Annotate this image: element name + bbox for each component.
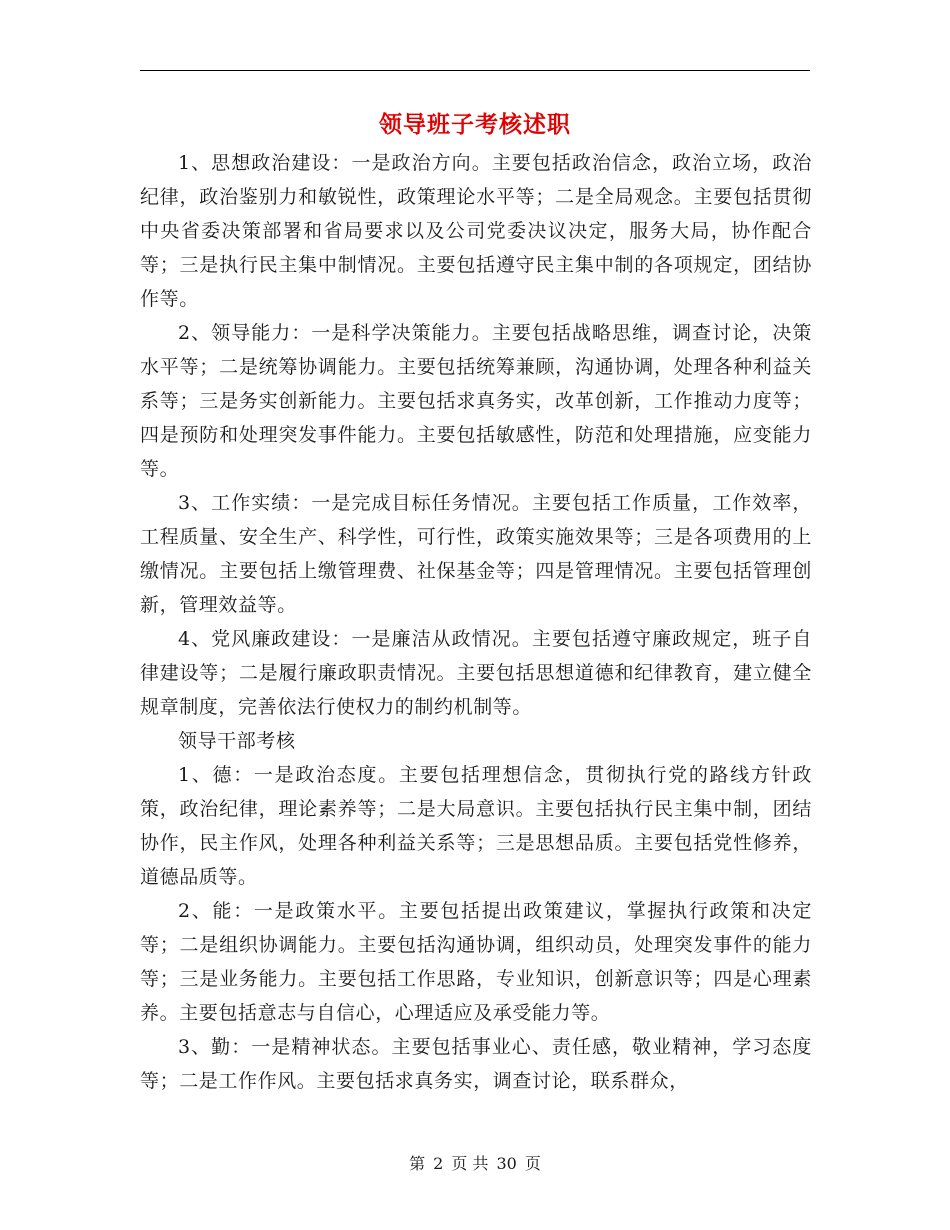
document-body <box>140 146 812 1098</box>
footer-suffix: 页 <box>524 1154 541 1173</box>
paragraph-diligence: 3、勤：一是精神状态。主要包括事业心、责任感，敬业精神，学习态度等；二是工作作风。主要包括求真务实，调查讨论，联系群众， <box>140 1036 812 1092</box>
paragraph-integrity-building: 4、党风廉政建设：一是廉洁从政情况。主要包括遵守廉政规定，班子自律建设等；二是履行廉政职责情况。主要包括思想道德和纪律教育，建立健全规章制度，完善依法行使权力的制约机制等。 <box>140 628 812 718</box>
section-heading-cadre-assessment: 领导干部考核 <box>178 730 296 752</box>
footer-page-number: 2 <box>433 1154 444 1173</box>
footer-total-pages: 30 <box>496 1154 517 1173</box>
footer-middle: 页 共 <box>451 1154 489 1173</box>
page-footer <box>0 1152 950 1176</box>
paragraph-ability: 2、能：一是政策水平。主要包括提出政策建议，掌握执行政策和决定等；二是组织协调能力。主要包括沟通协调，组织动员，处理突发事件的能力等；三是业务能力。主要包括工作思路，专业知识，创新意识等；四是心理素养。主要包括意志与自信心，心理适应及承受能力等。 <box>140 900 812 1024</box>
paragraph-virtue: 1、德：一是政治态度。主要包括理想信念，贯彻执行党的路线方针政策，政治纪律，理论素养等；二是大局意识。主要包括执行民主集中制，团结协作，民主作风，处理各种利益关系等；三是思想品质。主要包括党性修养，道德品质等。 <box>140 764 812 888</box>
paragraph-leadership-ability: 2、领导能力：一是科学决策能力。主要包括战略思维，调查讨论，决策水平等；二是统筹协调能力。主要包括统筹兼顾，沟通协调，处理各种利益关系等；三是务实创新能力。主要包括求真务实，改革创新，工作推动力度等；四是预防和处理突发事件能力。主要包括敏感性，防范和处理措施，应变能力等。 <box>140 322 812 480</box>
document-title: 领导班子考核述职 <box>379 111 571 138</box>
paragraph-work-performance: 3、工作实绩：一是完成目标任务情况。主要包括工作质量，工作效率，工程质量、安全生产、科学性，可行性，政策实施效果等；三是各项费用的上缴情况。主要包括上缴管理费、社保基金等；四是管理情况。主要包括管理创新，管理效益等。 <box>140 492 812 616</box>
footer-prefix: 第 <box>409 1154 426 1173</box>
paragraph-ideological-building: 1、思想政治建设：一是政治方向。主要包括政治信念，政治立场，政治纪律，政治鉴别力和敏锐性，政策理论水平等；二是全局观念。主要包括贯彻中央省委决策部署和省局要求以及公司党委决议决定，服务大局，协作配合等；三是执行民主集中制情况。主要包括遵守民主集中制的各项规定，团结协作等。 <box>140 152 812 310</box>
header-rule <box>140 70 810 71</box>
